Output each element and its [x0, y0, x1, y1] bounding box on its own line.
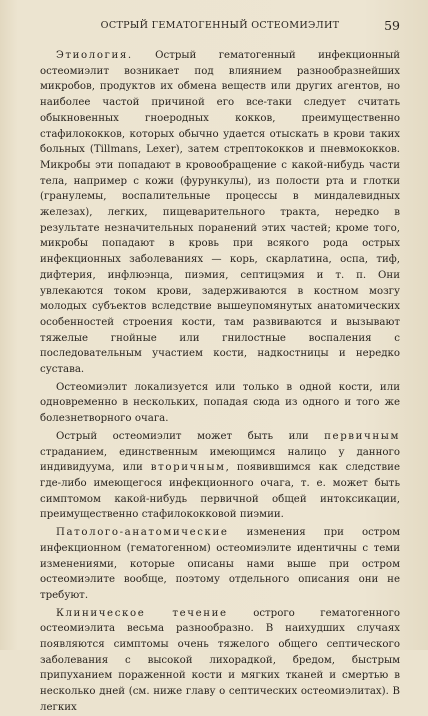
page-header	[40, 18, 400, 40]
paragraph-localization	[40, 380, 400, 427]
paragraph-primary-secondary	[40, 429, 400, 523]
paragraph-text: острого гематогенного остеомиэлита весьма разнообразно. В наихудших случаях появляются симптомы очень тяжелого общего септического заболевания с высокой лихорадкой, бредом, быстрым припуханием пораженной кости и мягких тканей и смертью в несколько дней (см. ниже главу о септических остеомиэлитах). В легких	[40, 607, 400, 713]
section-term-etiology: Этиология.	[56, 50, 133, 61]
running-title: ОСТРЫЙ ГЕМАТОГЕННЫЙ ОСТЕОМИЭЛИТ	[100, 20, 340, 31]
paragraph-text: Остеомиэлит локализуется или только в одной кости, или одновременно в нескольких, попадая сюда из одного и того же болезнетворного очага.	[40, 381, 400, 425]
section-term-clinical-course: Клиническое течение	[56, 607, 228, 619]
term-primary: первичным	[324, 430, 400, 442]
paragraph-clinical-course	[40, 606, 400, 716]
paragraph-text: , появившимся как следствие где-либо имеющегося инфекционного очага, т. е. может быть симптомом какой-нибудь первичной общей интоксикации, преимущественно стафилококковой пиэмии.	[40, 462, 400, 521]
paragraph-text: Острый гематогенный инфекционный остеомиэлит возникает под влиянием разнообразнейших микробов, продуктов их обмена веществ или других агентов, но наиболее частой причиной его все-таки следует считать обыкновенных гноеродных кокков, преимущественно стафилококков, которых обычно удается отыскать в крови таких больных (Tillmans, Lexer), затем стрептококков и пневмококков. Микробы эти попадают в кровообращение с какой-нибудь части тела, например с кожи (фурункулы), из полости рта и глотки (гранулемы, воспалительные процессы в миндалевидных железах), легких, пищеварительного тракта, нередко в результате незначительных поранений этих частей; кроме того, микробы попадают в кровь при всякого рода острых инфекционных заболеваниях — корь, скарлатина, оспа, тиф, дифтерия, инфлюэнца, пиэмия, септицэмия и т. п. Они увлекаются током крови, задерживаются в костном мозгу молодых субъектов вследствие вышеупомянутых анатомических особенностей строения кости, там развиваются и вызывают тяжелые гнойные или гнилостные воспаления с последовательным участием кости, надкостницы и нередко сустава.	[40, 50, 400, 376]
paragraph-text: Острый остеомиэлит может быть или	[56, 430, 325, 442]
term-secondary: вторичным	[150, 462, 226, 474]
paragraph-pathology	[40, 525, 400, 604]
section-term-pathology: Патолого-анатомические	[56, 527, 229, 539]
paragraph-etiology	[40, 48, 400, 378]
body-text	[40, 48, 400, 716]
paragraph-text: страданием, единственным имеющимся налицо у данного индивидуума, или	[40, 446, 400, 474]
page-number: 59	[384, 18, 400, 33]
paragraph-text: изменения при остром инфекционном (гематогенном) остеомиэлите идентичны с теми изменениями, которые описаны нами выше при остром остеомиэлите вообще, поэтому отдельного описания они не требуют.	[40, 527, 400, 601]
